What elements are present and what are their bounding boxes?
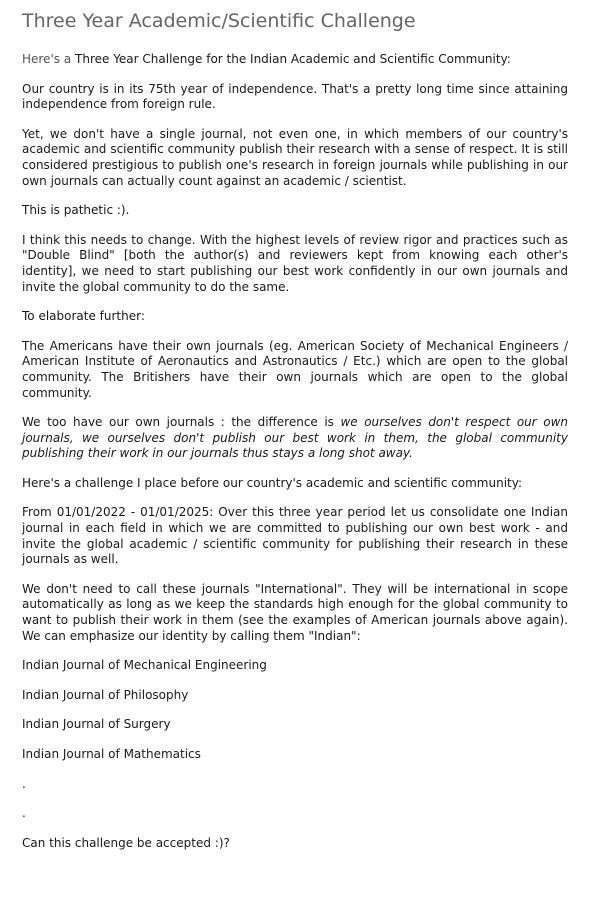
journal-item: Indian Journal of Mathematics — [22, 747, 201, 761]
intro-text: Three Year Challenge for the Indian Academic and Scientific Community: — [71, 52, 511, 66]
paragraph-elaborate: To elaborate further: — [22, 309, 145, 324]
paragraph-timeline: From 01/01/2022 - 01/01/2025: Over this three year period let us consolidate one Indian journal in each field in which we are committed to publishing our own best work - and invite the global academic / scientific community for publishing their research in these journals as well. — [22, 505, 568, 567]
paragraph-international: We don't need to call these journals "International". They will be international in scope automatically as long as we keep the standards high enough for the global community to want to publish their work in them (see the examples of American journals above again). We can emphasize our identity by calling them "Indian": — [22, 581, 568, 643]
ellipsis-dot: . — [22, 776, 26, 791]
article-body — [22, 52, 568, 865]
difference-text: We too have our own journals : the difference is — [22, 415, 341, 430]
intro-paragraph — [22, 52, 568, 68]
intro-prefix: Here's a — [22, 52, 72, 66]
paragraph-difference — [22, 415, 568, 462]
closing-question: Can this challenge be accepted :)? — [22, 835, 230, 850]
paragraph-no-journal: Yet, we don't have a single journal, not even one, in which members of our country's academic and scientific community publish their research with a sense of respect. It is still considered prestigious to publish one's research in foreign journals while publishing in our own journals can actually count against an academic / scientist. — [22, 126, 568, 188]
paragraph-americans: The Americans have their own journals (eg. American Society of Mechanical Engineers / American Institute of Aeronautics and Astronautics / Etc.) which are open to the global community. The Britishers have their own journals which are open to the global community. — [22, 338, 568, 400]
paragraph-change: I think this needs to change. With the highest levels of review rigor and practices such as "Double Blind" [both the author(s) and reviewers kept from knowing each other's identity], we need to start publishing our best work confidently in our own journals and invite the global community to do the same. — [22, 232, 568, 294]
paragraph-independence: Our country is in its 75th year of independence. That's a pretty long time since attaining independence from foreign rule. — [22, 81, 568, 112]
journal-item: Indian Journal of Philosophy — [22, 687, 189, 702]
journal-item: Indian Journal of Surgery — [22, 717, 171, 732]
page-title: Three Year Academic/Scientific Challenge — [22, 10, 416, 32]
ellipsis-dot: . — [22, 806, 26, 821]
paragraph-challenge: Here's a challenge I place before our country's academic and scientific community: — [22, 475, 523, 490]
difference-emphasis: we ourselves don't respect our own journals, we ourselves don't publish our best work in them, the global community publishing their work in our journals thus stays a long shot away. — [22, 415, 568, 461]
journal-item: Indian Journal of Mechanical Engineering — [22, 658, 267, 673]
paragraph-pathetic: This is pathetic :). — [22, 203, 130, 218]
